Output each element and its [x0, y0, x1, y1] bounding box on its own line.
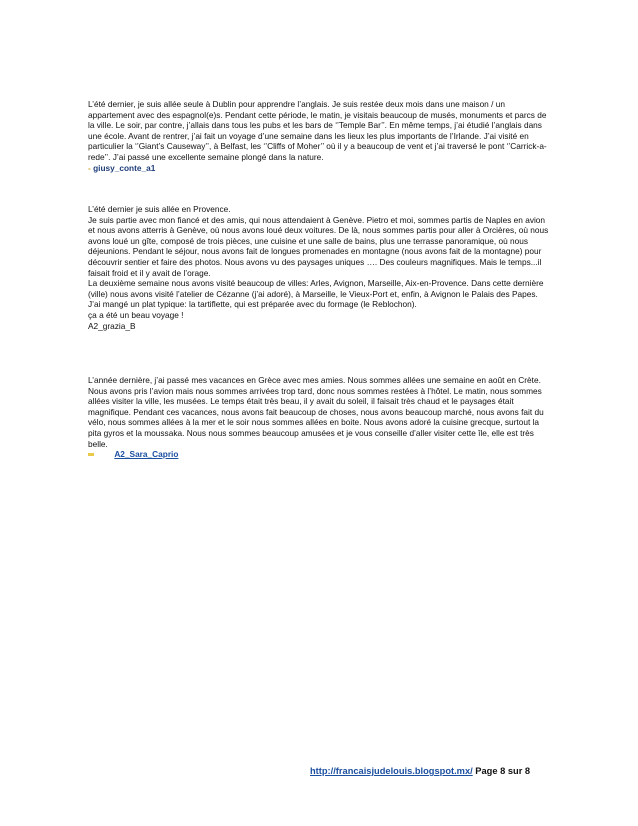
entry-paragraph: ça a été un beau voyage !	[88, 309, 184, 320]
author-name: giusy_conte_a1	[93, 162, 156, 173]
entry-paragraph: La deuxième semaine nous avons visité beaucoup de villes: Arles, Avignon, Marseille, Aix-en-Provence. Dans cette dernière (ville) nous avons visité l’atelier de Cézanne (j’ai adoré), à Marseille, le Vieux-Port et, enfin, à Avignon le Palais des Papes.	[88, 278, 544, 299]
author-dash: -	[88, 162, 91, 173]
page-footer	[310, 766, 530, 776]
entry-paragraph: L’année dernière, j’ai passé mes vacances en Grèce avec mes amies. Nous sommes allées une semaine en août en Crète. Nous avons pris l’avion mais nous sommes arrivées trop tard, donc nous sommes restées à l’hôtel. Le matin, nous sommes allées visiter la ville, les musées. Le temps était très beau, il y avait du soleil, il faisait très chaud et le paysages était magnifique. Pendant ces vacances, nous avons fait beaucoup de choses, nous avons beaucoup marché, nous avons fait du vélo, nous sommes allées à la mer et le soir nous sommes allées en boite. Nous avons adoré la cuisine grecque, surtout la pita gyros et la moussaka. Nous nous sommes beaucoup amusées et je vous conseille d’aller visiter cette île, elle est très belle.	[88, 375, 544, 449]
blog-link[interactable]: http://francaisjudelouis.blogspot.mx/	[310, 766, 473, 776]
entry-paragraph: J’ai mangé un plat typique: la tartiflette, qui est préparée avec du formage (le Reblochon).	[88, 299, 417, 310]
entry-paragraph: L’été dernier, je suis allée seule à Dublin pour apprendre l’anglais. Je suis restée deux mois dans une maison / un appartement avec des espagnol(e)s. Pendant cette période, le matin, je visitais beaucoup de musés, monuments et parcs de la ville. Le soir, par contre, j’allais dans tous les pubs et les bars de ‘’Temple Bar’’. En même temps, j’ai étudié l’anglais dans une école. Avant de rentrer, j’ai fait un voyage d’une semaine dans les lieux les plus importants de l’Irlande. J’ai visité en particulier la ‘’Giant’s Causeway’’, à Belfast, les ‘’Cliffs of Moher’’ où il y a beaucoup de vent et j’ai traversé le pont ‘’Carrick-a-rede’’. J’ai passé une excellente semaine plongé dans la nature.	[88, 99, 547, 162]
bullet-icon	[88, 453, 94, 456]
author-signature: A2_grazia_B	[88, 320, 136, 331]
page-number: Page 8 sur 8	[472, 766, 531, 776]
entry-provence	[88, 204, 552, 331]
author-link[interactable]: A2_Sara_Caprio	[114, 449, 179, 460]
entry-paragraph: Je suis partie avec mon fiancé et des amis, qui nous attendaient à Genève. Pietro et moi, sommes partis de Naples en avion et nous avons atterris à Genève, où nous avons loué deux voitures. De là, nous sommes partis pour aller à Orcières, où nous avons loué un gîte, composé de trois pièces, une cuisine et une salle de bains, plus une terrasse panoramique, où nous déjeunions. Pendant le séjour, nous avons fait de longues promenades en montagne (nous avons fait de la montagne) pour découvrir sentier et faire des photos. Nous avons vu des paysages uniques …. Des couleurs magnifiques. Mais le temps...il faisait froid et il y avait de l’orage.	[88, 214, 549, 278]
entry-crete	[88, 375, 552, 460]
entry-paragraph: L’été dernier je suis allée en Provence.	[88, 204, 231, 214]
author-signature	[88, 449, 552, 460]
author-signature	[88, 163, 552, 174]
entry-dublin	[88, 99, 552, 173]
